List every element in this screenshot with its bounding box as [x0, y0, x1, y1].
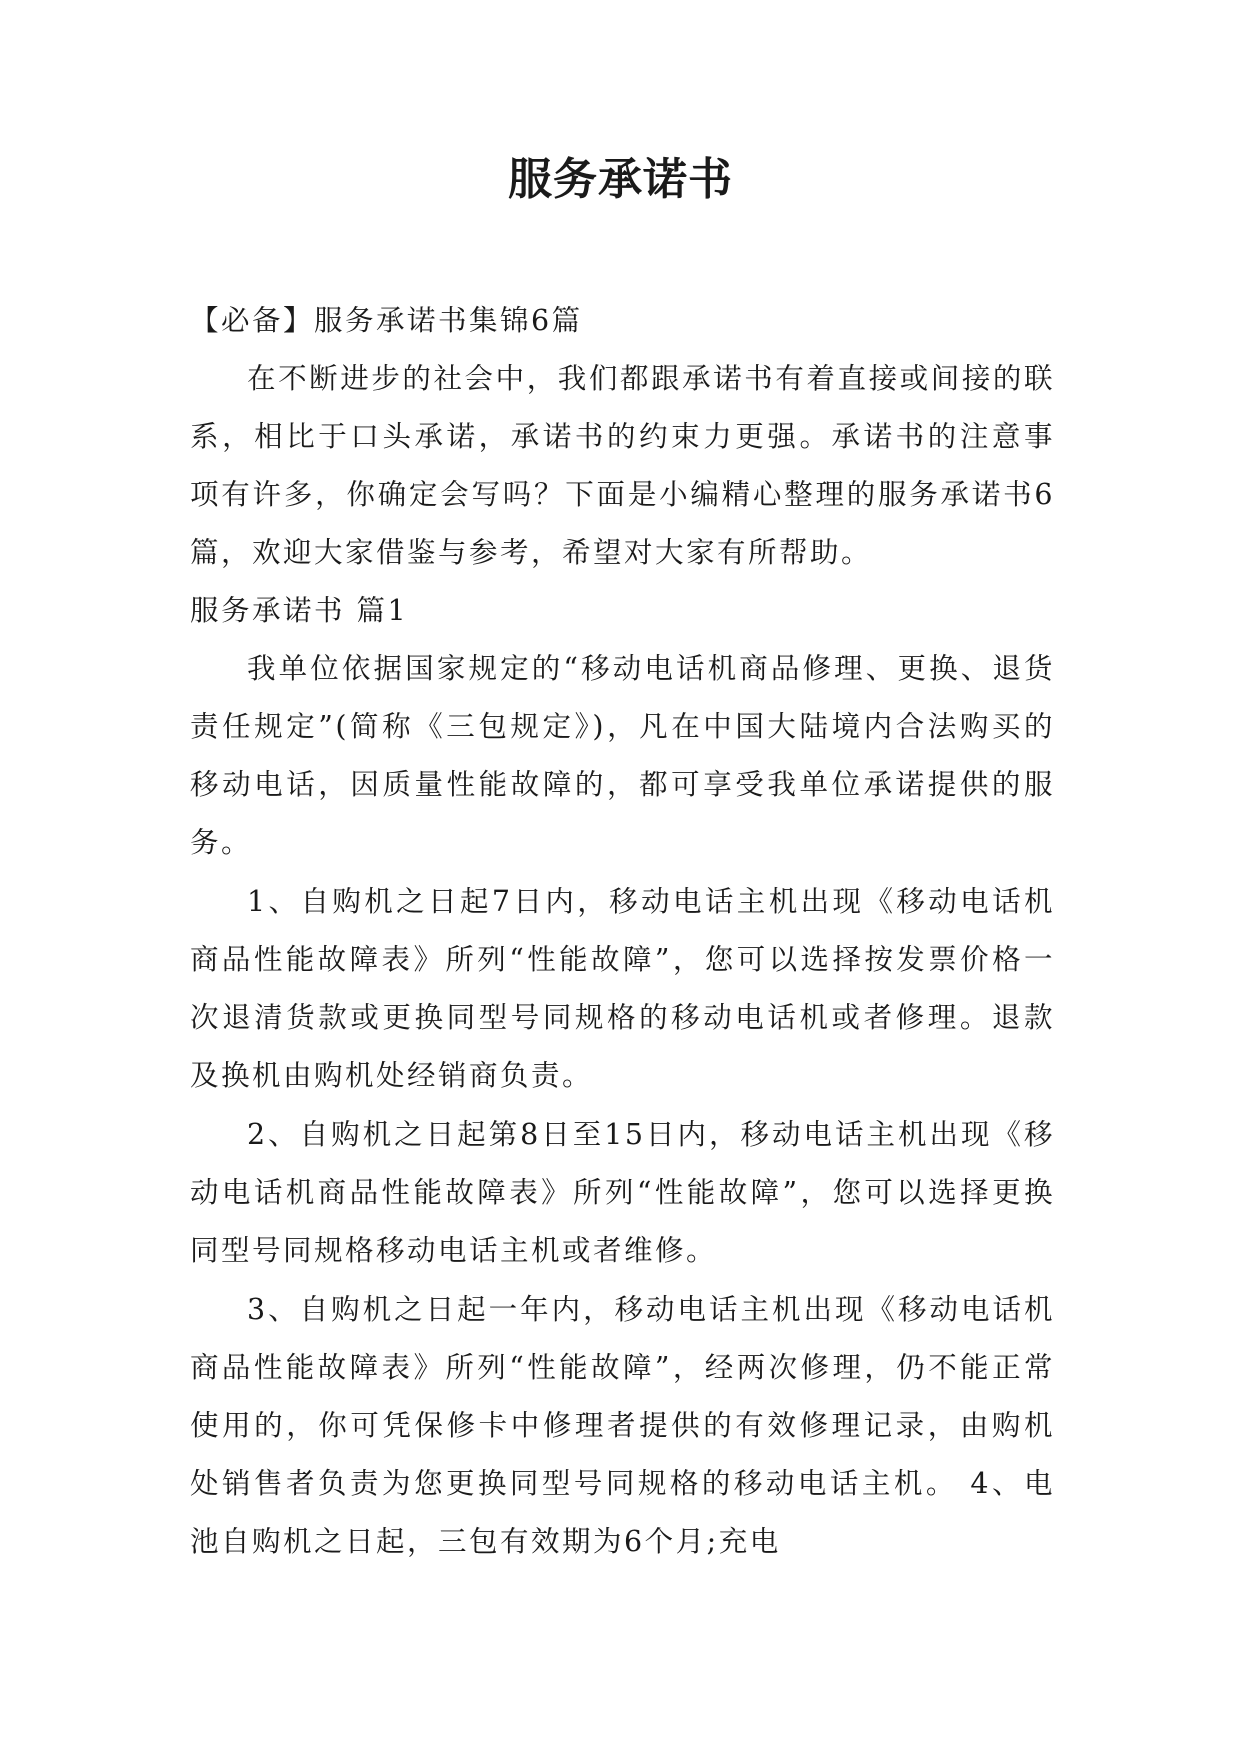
- intro-paragraph: 在不断进步的社会中，我们都跟承诺书有着直接或间接的联系，相比于口头承诺，承诺书的约束力更强。承诺书的注意事项有许多，你确定会写吗？下面是小编精心整理的服务承诺书6篇，欢迎大家借鉴与参考，希望对大家有所帮助。: [190, 362, 1055, 569]
- section-heading: 服务承诺书 篇1: [190, 594, 409, 627]
- document-title: 服务承诺书: [508, 154, 733, 205]
- list-item-2: 2、自购机之日起第8日至15日内，移动电话主机出现《移动电话机商品性能故障表》所列“性能故障”，您可以选择更换同型号同规格移动电话主机或者维修。: [190, 1118, 1055, 1267]
- list-item-1: 1、自购机之日起7日内，移动电话主机出现《移动电话机商品性能故障表》所列“性能故障”，您可以选择按发票价格一次退清货款或更换同型号同规格的移动电话机或者修理。退款及换机由购机处经销商负责。: [190, 885, 1055, 1092]
- document-subtitle: 【必备】服务承诺书集锦6篇: [190, 304, 583, 337]
- document-body: [190, 292, 1055, 1571]
- list-item-3: 3、自购机之日起一年内，移动电话主机出现《移动电话机商品性能故障表》所列“性能故障”，经两次修理，仍不能正常使用的，你可凭保修卡中修理者提供的有效修理记录，由购机处销售者负责为您更换同型号同规格的移动电话主机。 4、电池自购机之日起，三包有效期为6个月;充电: [190, 1293, 1055, 1558]
- paragraph-1: 我单位依据国家规定的“移动电话机商品修理、更换、退货责任规定”(简称《三包规定》)，凡在中国大陆境内合法购买的移动电话，因质量性能故障的，都可享受我单位承诺提供的服务。: [190, 652, 1055, 859]
